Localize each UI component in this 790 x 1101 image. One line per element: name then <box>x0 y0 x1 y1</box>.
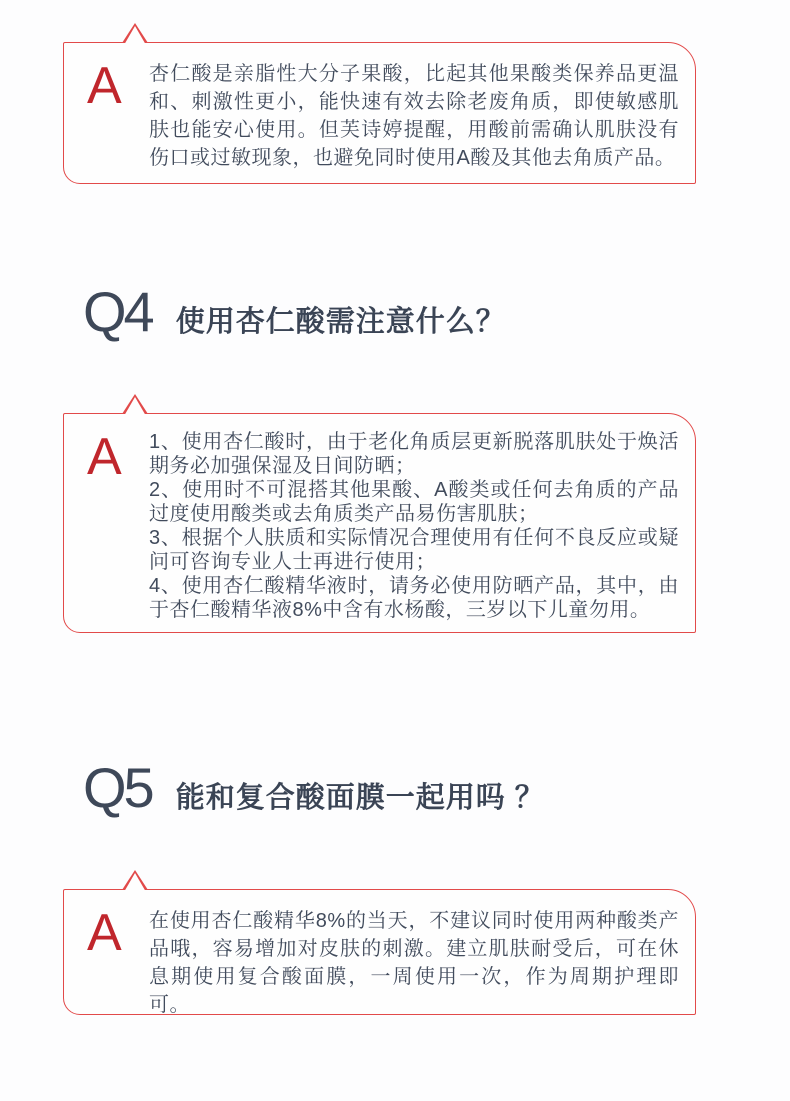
answer-text: 杏仁酸是亲脂性大分子果酸，比起其他果酸类保养品更温和、刺激性更小，能快速有效去除老废角质，即使敏感肌肤也能安心使用。但芙诗婷提醒，用酸前需确认肌肤没有伤口或过敏现象，也避免同时使用A酸及其他去角质产品。 <box>149 63 679 169</box>
answer-list-item: 2、使用时不可混搭其他果酸、A酸类或任何去角质的产品过度使用酸类或去角质类产品易伤害肌肤； <box>149 479 679 525</box>
answer-bubble-top <box>63 42 696 184</box>
answer-list-item: 1、使用杏仁酸时，由于老化角质层更新脱落肌肤处于焕活期务必加强保湿及日间防晒； <box>149 431 679 477</box>
question-title: 能和复合酸面膜一起用吗 ？ <box>175 782 545 814</box>
answer-list-item: 3、根据个人肤质和实际情况合理使用有任何不良反应或疑问可咨询专业人士再进行使用； <box>149 527 679 573</box>
bubble-tail-icon <box>122 870 148 890</box>
question-q4 <box>83 280 506 343</box>
answer-text: 在使用杏仁酸精华8%的当天，不建议同时使用两种酸类产品哦，容易增加对皮肤的刺激。建立肌肤耐受后，可在休息期使用复合酸面膜，一周使用一次，作为周期护理即可。 <box>149 910 679 1016</box>
answer-bubble-q5 <box>63 889 696 1015</box>
answer-list-item: 4、使用杏仁酸精华液时，请务必使用防晒产品，其中，由于杏仁酸精华液8%中含有水杨酸，三岁以下儿童勿用。 <box>149 575 679 621</box>
answer-label: A <box>87 904 122 962</box>
bubble-tail-icon <box>122 23 148 43</box>
question-number: Q4 <box>83 280 152 343</box>
bubble-tail-icon <box>122 394 148 414</box>
answer-label: A <box>87 428 122 486</box>
question-number: Q5 <box>83 756 152 819</box>
answer-bubble-q4 <box>63 413 696 633</box>
answer-list <box>149 430 679 622</box>
question-title: 使用杏仁酸需注意什么？ <box>175 306 506 338</box>
question-q5 <box>83 756 545 819</box>
answer-label: A <box>87 57 122 115</box>
